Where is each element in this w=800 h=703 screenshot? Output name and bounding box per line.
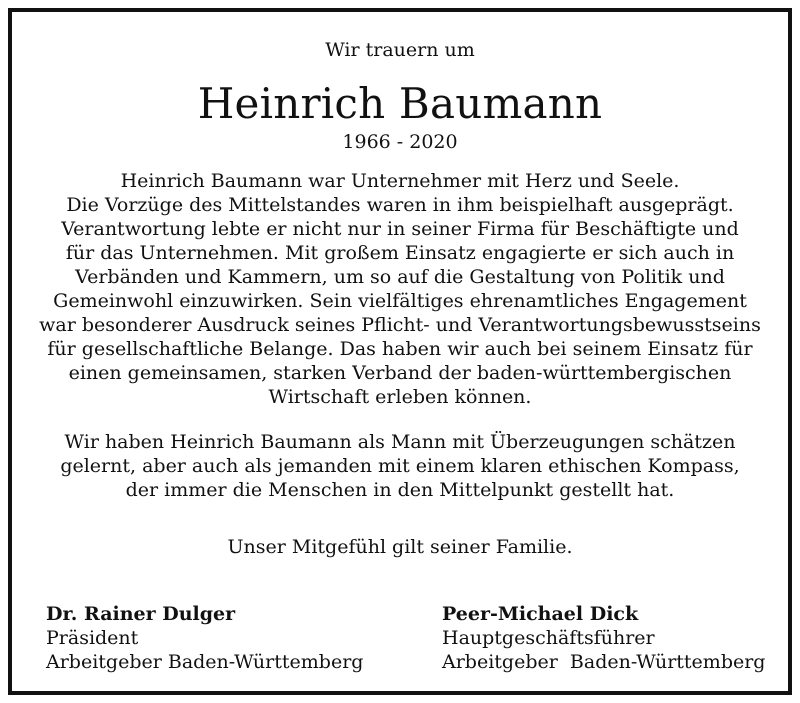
life-dates: 1966 - 2020 [342, 131, 458, 153]
obituary-frame [8, 8, 792, 695]
signatory-title: Hauptgeschäftsführer [442, 627, 655, 649]
paragraph-line: einen gemeinsamen, starken Verband der baden-württembergischen [68, 362, 732, 384]
deceased-name: Heinrich Baumann [197, 79, 603, 128]
signatory-organization: Arbeitgeber Baden-Württemberg [46, 651, 364, 673]
paragraph-line: Wir haben Heinrich Baumann als Mann mit Überzeugungen schätzen [64, 431, 736, 453]
signature-left [46, 602, 363, 674]
paragraph-line: für gesellschaftliche Belange. Das haben wir auch bei seinem Einsatz für [47, 338, 753, 360]
paragraph-line: Heinrich Baumann war Unternehmer mit Herz und Seele. [120, 170, 680, 192]
tribute-paragraph-1 [26, 169, 774, 409]
paragraph-line: der immer die Menschen in den Mittelpunkt gestellt hat. [125, 479, 675, 501]
paragraph-line: Gemeinwohl einzuwirken. Sein vielfältiges ehrenamtliches Engagement [53, 290, 747, 312]
signature-right [442, 602, 765, 674]
signatory-name: Dr. Rainer Dulger [46, 603, 236, 625]
signatory-organization: Arbeitgeber Baden-Württemberg [442, 651, 766, 673]
paragraph-line: Die Vorzüge des Mittelstandes waren in ihm beispielhaft ausgeprägt. [66, 194, 734, 216]
signatory-name: Peer-Michael Dick [442, 603, 639, 625]
paragraph-line: gelernt, aber auch als jemanden mit einem klaren ethischen Kompass, [60, 455, 740, 477]
obituary-content [12, 12, 788, 691]
signatory-title: Präsident [46, 627, 139, 649]
condolence-text [26, 535, 774, 559]
paragraph-line: war besonderer Ausdruck seines Pflicht- und Verantwortungsbewusstseins [39, 314, 761, 336]
paragraph-line: für das Unternehmen. Mit großem Einsatz engagierte er sich auch in [65, 242, 735, 264]
paragraph-line: Unser Mitgefühl gilt seiner Familie. [227, 536, 573, 558]
intro-text: Wir trauern um [325, 39, 475, 61]
tribute-paragraph-2 [26, 430, 774, 502]
paragraph-line: Wirtschaft erleben können. [268, 386, 532, 408]
paragraph-line: Verantwortung lebte er nicht nur in seiner Firma für Beschäftigte und [61, 218, 739, 240]
paragraph-line: Verbänden und Kammern, um so auf die Gestaltung von Politik und [75, 266, 725, 288]
